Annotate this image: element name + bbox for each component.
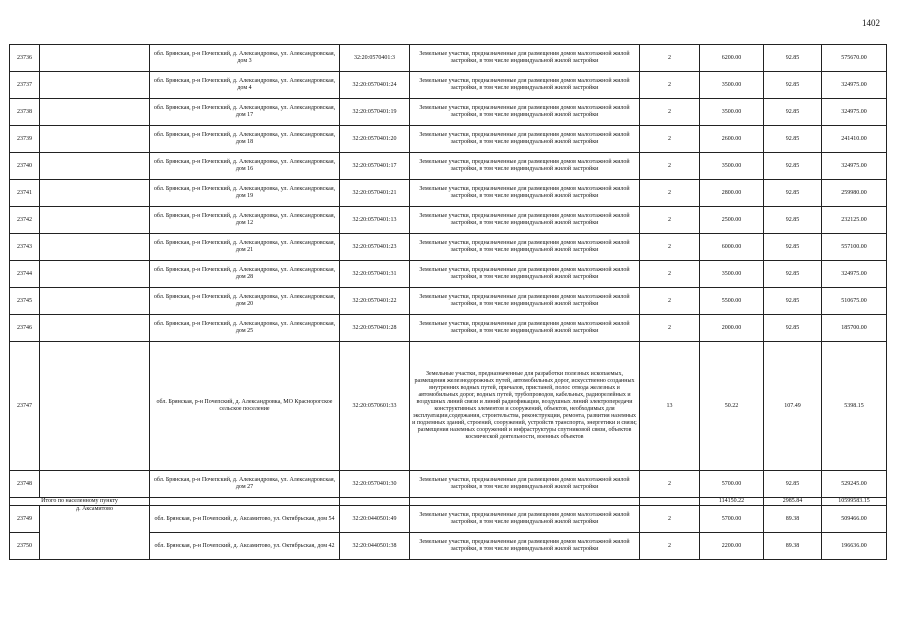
area-cell: 3500.00 [700,153,764,180]
area-cell: 2000.00 [700,315,764,342]
cadastral-value-cell: 324975.00 [822,72,887,99]
table-row [10,72,887,99]
cadastral-value-cell: 557100.00 [822,234,887,261]
cadastral-value-cell: 324975.00 [822,153,887,180]
blank-cell [40,153,150,180]
area-cell: 2800.00 [700,180,764,207]
cadastral-number-cell: 32:20:0570401:3 [340,45,410,72]
area-cell: 2200.00 [700,533,764,560]
group-cell: 2 [640,234,700,261]
area-cell: 5700.00 [700,506,764,533]
table-row [10,207,887,234]
rate-cell: 89.38 [764,533,822,560]
group-cell: 2 [640,99,700,126]
cadastral-number-cell: 32:20:0570601:33 [340,342,410,471]
address-cell: обл. Брянская, р-н Почепский, д. Александровка, ул. Александровская, дом 25 [150,315,340,342]
blank-cell [40,315,150,342]
total-area-cell: 114150.22 [700,498,764,506]
land-use-cell: Земельные участки, предназначенные для размещения домов малоэтажной жилой застройки, в том числе индивидуальной жилой застройки [410,180,640,207]
area-cell: 2500.00 [700,207,764,234]
blank-cell [640,498,700,506]
area-cell: 3500.00 [700,99,764,126]
rate-cell: 92.85 [764,180,822,207]
group-cell: 2 [640,288,700,315]
cadastral-value-cell: 509466.00 [822,506,887,533]
cadastral-number-cell: 32:20:0570401:23 [340,234,410,261]
cadastral-value-cell: 259980.00 [822,180,887,207]
row-id-cell: 23747 [10,342,40,471]
row-id-cell: 23738 [10,99,40,126]
table-row [10,506,887,533]
cadastral-value-cell: 575670.00 [822,45,887,72]
total-row [10,498,887,506]
address-cell: обл. Брянская, р-н Почепский, д. Александровка, ул. Александровская, дом 18 [150,126,340,153]
group-cell: 13 [640,342,700,471]
blank-cell [40,180,150,207]
rate-cell: 107.49 [764,342,822,471]
group-cell: 2 [640,471,700,498]
row-id-cell: 23737 [10,72,40,99]
cadastral-value-cell: 185700.00 [822,315,887,342]
cadastral-number-cell: 32:20:0570401:20 [340,126,410,153]
address-cell: обл. Брянская, р-н Почепский, д. Аксамитово, ул. Октябрьская, дом 54 [150,506,340,533]
total-label-cell: Итого по населенному пункту [10,498,150,506]
table-row [10,45,887,72]
land-use-cell: Земельные участки, предназначенные для размещения домов малоэтажной жилой застройки, в том числе индивидуальной жилой застройки [410,533,640,560]
group-cell: 2 [640,126,700,153]
cadastral-number-cell: 32:20:0570401:17 [340,153,410,180]
blank-cell [40,261,150,288]
table-row [10,153,887,180]
rate-cell: 92.85 [764,288,822,315]
land-use-cell: Земельные участки, предназначенные для размещения домов малоэтажной жилой застройки, в том числе индивидуальной жилой застройки [410,506,640,533]
address-cell: обл. Брянская, р-н Почепский, д. Александровка, ул. Александровская, дом 21 [150,234,340,261]
table-row [10,288,887,315]
row-id-cell: 23742 [10,207,40,234]
rate-cell: 92.85 [764,234,822,261]
blank-cell [40,72,150,99]
cadastral-value-cell: 529245.00 [822,471,887,498]
land-use-cell: Земельные участки, предназначенные для размещения домов малоэтажной жилой застройки, в том числе индивидуальной жилой застройки [410,153,640,180]
row-id-cell: 23741 [10,180,40,207]
group-cell: 2 [640,45,700,72]
address-cell: обл. Брянская, р-н Почепский, д. Александровка, МО Краснорогское сельское поселение [150,342,340,471]
total-rate-cell: 2985.84 [764,498,822,506]
group-cell: 2 [640,315,700,342]
table-row [10,126,887,153]
table-row [10,471,887,498]
area-cell: 5500.00 [700,288,764,315]
row-id-cell: 23748 [10,471,40,498]
area-cell: 3500.00 [700,261,764,288]
rate-cell: 92.85 [764,153,822,180]
group-cell: 2 [640,506,700,533]
land-use-cell: Земельные участки, предназначенные для разработки полезных ископаемых, размещения железнодорожных путей, автомобильных дорог, искусственно созданных внутренних водных путей, причалов, пристаней, полос отвода железных и автомобильных дорог, водных путей, трубопроводов, кабельных, радиорелейных и воздушных линий связи и линий радиофикации, воздушных линий электропередачи конструктивных элементов и сооружений, объектов, необходимых для эксплуатации,содержания, строительства, реконструкции, ремонта, развития наземных и подземных зданий, строений, сооружений, устройств транспорта, энергетики и связи; размещения наземных сооружений и инфраструктуры спутниковой связи, объектов космической деятельности, военных объектов [410,342,640,471]
address-cell: обл. Брянская, р-н Почепский, д. Александровка, ул. Александровская, дом 17 [150,99,340,126]
row-id-cell: 23740 [10,153,40,180]
group-cell: 2 [640,207,700,234]
cadastral-number-cell: 32:20:0570401:28 [340,315,410,342]
row-id-cell: 23749 [10,506,40,533]
row-id-cell: 23739 [10,126,40,153]
address-cell: обл. Брянская, р-н Почепский, д. Александровка, ул. Александровская, дом 19 [150,180,340,207]
area-cell: 3500.00 [700,72,764,99]
land-use-cell: Земельные участки, предназначенные для размещения домов малоэтажной жилой застройки, в том числе индивидуальной жилой застройки [410,207,640,234]
row-id-cell: 23736 [10,45,40,72]
cadastral-number-cell: 32:20:0570401:30 [340,471,410,498]
group-cell: 2 [640,72,700,99]
cadastral-value-table [9,44,887,560]
land-use-cell: Земельные участки, предназначенные для размещения домов малоэтажной жилой застройки, в том числе индивидуальной жилой застройки [410,99,640,126]
rate-cell: 92.85 [764,207,822,234]
rate-cell: 92.85 [764,126,822,153]
area-cell: 2600.00 [700,126,764,153]
area-cell: 5700.00 [700,471,764,498]
land-use-cell: Земельные участки, предназначенные для размещения домов малоэтажной жилой застройки, в том числе индивидуальной жилой застройки [410,471,640,498]
table-row [10,99,887,126]
blank-cell [340,498,410,506]
group-cell: 2 [640,261,700,288]
table-row [10,234,887,261]
land-use-cell: Земельные участки, предназначенные для размещения домов малоэтажной жилой застройки, в том числе индивидуальной жилой застройки [410,288,640,315]
blank-cell [40,99,150,126]
address-cell: обл. Брянская, р-н Почепский, д. Александровка, ул. Александровская, дом 4 [150,72,340,99]
row-id-cell: 23750 [10,533,40,560]
group-cell: 2 [640,180,700,207]
row-id-cell: 23745 [10,288,40,315]
address-cell: обл. Брянская, р-н Почепский, д. Александровка, ул. Александровская, дом 28 [150,261,340,288]
blank-cell [410,498,640,506]
table-row [10,315,887,342]
rate-cell: 89.38 [764,506,822,533]
land-use-cell: Земельные участки, предназначенные для размещения домов малоэтажной жилой застройки, в том числе индивидуальной жилой застройки [410,261,640,288]
blank-cell [40,342,150,471]
rate-cell: 92.85 [764,261,822,288]
group-cell: 2 [640,153,700,180]
cadastral-number-cell: 32:20:0570401:22 [340,288,410,315]
area-cell: 50.22 [700,342,764,471]
address-cell: обл. Брянская, р-н Почепский, д. Аксамитово, ул. Октябрьская, дом 42 [150,533,340,560]
settlement-name-cell: д. Аксамитово [40,506,150,560]
table-row [10,261,887,288]
table-row [10,342,887,471]
rate-cell: 92.85 [764,471,822,498]
cadastral-value-cell: 510675.00 [822,288,887,315]
blank-cell [40,126,150,153]
address-cell: обл. Брянская, р-н Почепский, д. Александровка, ул. Александровская, дом 3 [150,45,340,72]
blank-cell [40,207,150,234]
table-row [10,180,887,207]
cadastral-number-cell: 32:20:0570401:19 [340,99,410,126]
cadastral-value-cell: 5398.15 [822,342,887,471]
cadastral-number-cell: 32:20:0440501:38 [340,533,410,560]
blank-cell [150,498,340,506]
address-cell: обл. Брянская, р-н Почепский, д. Александровка, ул. Александровская, дом 16 [150,153,340,180]
cadastral-number-cell: 32:20:0570401:24 [340,72,410,99]
blank-cell [40,45,150,72]
address-cell: обл. Брянская, р-н Почепский, д. Александровка, ул. Александровская, дом 12 [150,207,340,234]
cadastral-value-cell: 324975.00 [822,99,887,126]
group-cell: 2 [640,533,700,560]
page-number: 1402 [862,18,880,28]
cadastral-number-cell: 32:20:0570401:21 [340,180,410,207]
cadastral-value-cell: 232125.00 [822,207,887,234]
area-cell: 6200.00 [700,45,764,72]
total-value-cell: 10599583.15 [822,498,887,506]
land-use-cell: Земельные участки, предназначенные для размещения домов малоэтажной жилой застройки, в том числе индивидуальной жилой застройки [410,45,640,72]
row-id-cell: 23746 [10,315,40,342]
address-cell: обл. Брянская, р-н Почепский, д. Александровка, ул. Александровская, дом 27 [150,471,340,498]
land-use-cell: Земельные участки, предназначенные для размещения домов малоэтажной жилой застройки, в том числе индивидуальной жилой застройки [410,234,640,261]
rate-cell: 92.85 [764,45,822,72]
rate-cell: 92.85 [764,72,822,99]
cadastral-number-cell: 32:20:0440501:49 [340,506,410,533]
blank-cell [40,288,150,315]
blank-cell [40,234,150,261]
cadastral-value-cell: 324975.00 [822,261,887,288]
cadastral-value-cell: 196636.00 [822,533,887,560]
cadastral-number-cell: 32:20:0570401:13 [340,207,410,234]
land-use-cell: Земельные участки, предназначенные для размещения домов малоэтажной жилой застройки, в том числе индивидуальной жилой застройки [410,126,640,153]
row-id-cell: 23744 [10,261,40,288]
land-use-cell: Земельные участки, предназначенные для размещения домов малоэтажной жилой застройки, в том числе индивидуальной жилой застройки [410,315,640,342]
rate-cell: 92.85 [764,315,822,342]
blank-cell [40,471,150,498]
row-id-cell: 23743 [10,234,40,261]
land-use-cell: Земельные участки, предназначенные для размещения домов малоэтажной жилой застройки, в том числе индивидуальной жилой застройки [410,72,640,99]
address-cell: обл. Брянская, р-н Почепский, д. Александровка, ул. Александровская, дом 20 [150,288,340,315]
rate-cell: 92.85 [764,99,822,126]
cadastral-value-cell: 241410.00 [822,126,887,153]
area-cell: 6000.00 [700,234,764,261]
cadastral-number-cell: 32:20:0570401:31 [340,261,410,288]
